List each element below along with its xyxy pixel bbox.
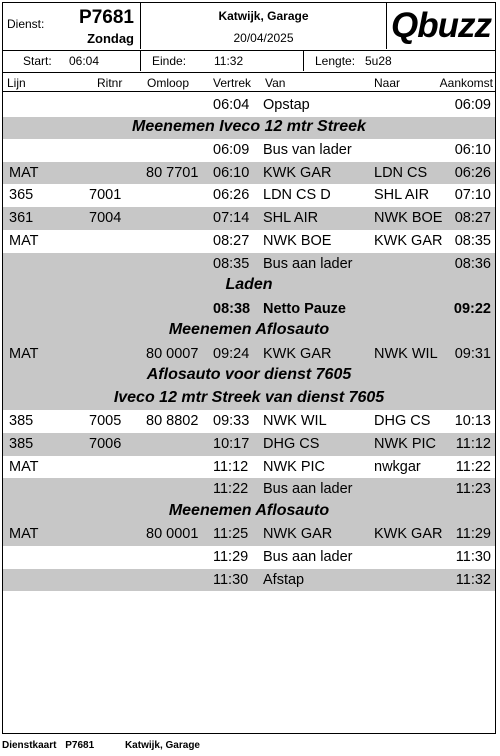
location-cell xyxy=(141,3,387,49)
cell-vertrek: 06:04 xyxy=(213,97,250,113)
cell-vertrek: 11:12 xyxy=(213,458,249,475)
cell-lijn: MAT xyxy=(9,345,39,362)
table-row xyxy=(3,478,495,501)
col-naar: Naar xyxy=(374,76,401,90)
cell-omloop: 80 0001 xyxy=(146,526,199,543)
cell-vertrek: 09:24 xyxy=(213,345,250,362)
cell-van: Afstap xyxy=(263,571,305,588)
duty-cell xyxy=(3,3,141,49)
start-label: Start: xyxy=(23,54,52,68)
cell-van: Bus aan lader xyxy=(263,255,353,272)
cell-aankomst: 07:10 xyxy=(454,187,491,204)
cell-aankomst: 11:30 xyxy=(455,548,491,565)
cell-ritnr: 7005 xyxy=(89,413,122,430)
cell-van: Bus aan lader xyxy=(263,481,353,498)
location: Katwijk, Garage xyxy=(218,9,309,23)
dienst-label: Dienst: xyxy=(7,17,45,31)
cell-van: KWK GAR xyxy=(263,164,332,181)
col-vertrek: Vertrek xyxy=(213,76,252,90)
cell-lijn: 365 xyxy=(9,187,34,204)
cell-aankomst: 06:10 xyxy=(454,142,491,159)
cell-vertrek: 10:17 xyxy=(213,435,250,452)
cell-aankomst: 11:22 xyxy=(455,458,491,475)
table-row xyxy=(3,162,495,185)
section-row xyxy=(3,117,495,139)
cell-vertrek: 06:10 xyxy=(213,164,250,181)
einde-cell xyxy=(141,51,304,71)
cell-naar: LDN CS xyxy=(374,164,428,181)
table-row xyxy=(3,569,495,592)
lengte-cell xyxy=(304,51,497,71)
table-row xyxy=(3,546,495,569)
cell-van: Netto Pauze xyxy=(263,300,346,317)
lengte-value: 5u28 xyxy=(365,54,392,68)
cell-aankomst: 11:29 xyxy=(455,526,491,543)
cell-naar: NWK PIC xyxy=(374,435,437,452)
start-cell xyxy=(3,51,141,71)
lengte-label: Lengte: xyxy=(315,54,356,68)
card-header xyxy=(3,3,495,51)
cell-aankomst: 09:22 xyxy=(453,300,491,317)
cell-van: Bus aan lader xyxy=(263,548,353,565)
table-row xyxy=(3,230,495,253)
cell-naar: KWK GAR xyxy=(374,526,443,543)
cell-van: LDN CS D xyxy=(263,187,331,204)
cell-omloop: 80 8802 xyxy=(146,413,199,430)
footer-label: Dienstkaart xyxy=(2,740,57,751)
schedule-rows xyxy=(3,94,495,591)
cell-aankomst: 08:27 xyxy=(454,210,491,227)
cell-aankomst: 11:32 xyxy=(455,571,491,588)
cell-van: SHL AIR xyxy=(263,210,319,227)
logo-cell xyxy=(387,3,495,49)
cell-omloop: 80 0007 xyxy=(146,345,199,362)
cell-naar: NWK BOE xyxy=(374,210,443,227)
section-row xyxy=(3,320,495,342)
cell-aankomst: 11:12 xyxy=(455,435,491,452)
cell-aankomst: 11:23 xyxy=(455,481,491,498)
cell-naar: nwkgar xyxy=(374,458,421,475)
cell-naar: SHL AIR xyxy=(374,187,430,204)
cell-aankomst: 08:35 xyxy=(454,232,491,249)
cell-lijn: MAT xyxy=(9,232,39,249)
cell-naar: KWK GAR xyxy=(374,232,443,249)
einde-value: 11:32 xyxy=(214,54,244,68)
cell-aankomst: 08:36 xyxy=(454,255,491,272)
footer-location: Katwijk, Garage xyxy=(124,740,200,751)
cell-van: DHG CS xyxy=(263,435,320,452)
qbuzz-logo: Qbuzz xyxy=(391,6,491,45)
dienst-number: P7681 xyxy=(79,7,134,28)
cell-ritnr: 7001 xyxy=(89,187,122,204)
cell-van: Opstap xyxy=(263,97,310,113)
cell-vertrek: 08:27 xyxy=(213,232,250,249)
date: 20/04/2025 xyxy=(233,31,294,45)
section-title: Meenemen Aflosauto xyxy=(168,501,330,519)
table-row xyxy=(3,433,495,456)
section-title: Meenemen Aflosauto xyxy=(168,321,330,339)
section-title: Laden xyxy=(225,276,273,294)
cell-lijn: 385 xyxy=(9,413,34,430)
table-row xyxy=(3,207,495,230)
cell-lijn: 385 xyxy=(9,435,34,452)
col-ritnr: Ritnr xyxy=(97,76,123,90)
cell-omloop: 80 7701 xyxy=(146,164,199,181)
day-label: Zondag xyxy=(87,31,134,46)
cell-aankomst: 06:09 xyxy=(454,97,491,113)
cell-lijn: MAT xyxy=(9,164,39,181)
table-row xyxy=(3,456,495,479)
col-van: Van xyxy=(265,76,286,90)
cell-van: NWK PIC xyxy=(263,458,326,475)
start-value: 06:04 xyxy=(69,54,100,68)
cell-van: NWK WIL xyxy=(263,413,327,430)
col-omloop: Omloop xyxy=(147,76,190,90)
cell-naar: NWK WIL xyxy=(374,345,438,362)
cell-van: NWK GAR xyxy=(263,526,333,543)
footer-dienst: P7681 xyxy=(65,740,95,751)
cell-vertrek: 07:14 xyxy=(213,210,250,227)
section-title: Iveco 12 mtr Streek van dienst 7605 xyxy=(113,388,385,406)
cell-van: NWK BOE xyxy=(263,232,332,249)
cell-vertrek: 11:25 xyxy=(213,526,249,543)
cell-aankomst: 06:26 xyxy=(454,164,491,181)
section-title: Meenemen Iveco 12 mtr Streek xyxy=(132,117,366,135)
table-row xyxy=(3,184,495,207)
col-lijn: Lijn xyxy=(7,76,26,90)
section-title: Aflosauto voor dienst 7605 xyxy=(146,366,352,384)
cell-vertrek: 11:22 xyxy=(213,481,249,498)
table-row xyxy=(3,94,495,117)
cell-naar: DHG CS xyxy=(374,413,431,430)
cell-aankomst: 09:31 xyxy=(454,345,491,362)
pause-row xyxy=(3,298,495,321)
cell-vertrek: 06:09 xyxy=(213,142,250,159)
table-row xyxy=(3,139,495,162)
cell-lijn: MAT xyxy=(9,526,39,543)
section-row xyxy=(3,388,495,410)
times-bar xyxy=(3,51,495,73)
cell-ritnr: 7004 xyxy=(89,210,122,227)
cell-vertrek: 08:35 xyxy=(213,255,250,272)
col-aankomst: Aankomst xyxy=(439,76,493,90)
cell-lijn: 361 xyxy=(9,210,34,227)
cell-vertrek: 08:38 xyxy=(213,300,251,317)
cell-van: KWK GAR xyxy=(263,345,332,362)
cell-van: Bus van lader xyxy=(263,142,352,159)
table-row xyxy=(3,253,495,276)
duty-card xyxy=(2,2,496,734)
table-row xyxy=(3,410,495,433)
einde-label: Einde: xyxy=(152,54,187,68)
table-row xyxy=(3,523,495,546)
cell-vertrek: 11:29 xyxy=(213,548,249,565)
cell-vertrek: 09:33 xyxy=(213,413,250,430)
section-row xyxy=(3,501,495,523)
cell-vertrek: 11:30 xyxy=(213,571,249,588)
cell-lijn: MAT xyxy=(9,458,39,475)
section-row xyxy=(3,365,495,387)
table-row xyxy=(3,343,495,366)
cell-vertrek: 06:26 xyxy=(213,187,250,204)
cell-aankomst: 10:13 xyxy=(454,413,491,430)
footer xyxy=(2,740,200,751)
section-row xyxy=(3,275,495,297)
column-header xyxy=(3,73,495,92)
cell-ritnr: 7006 xyxy=(89,435,122,452)
